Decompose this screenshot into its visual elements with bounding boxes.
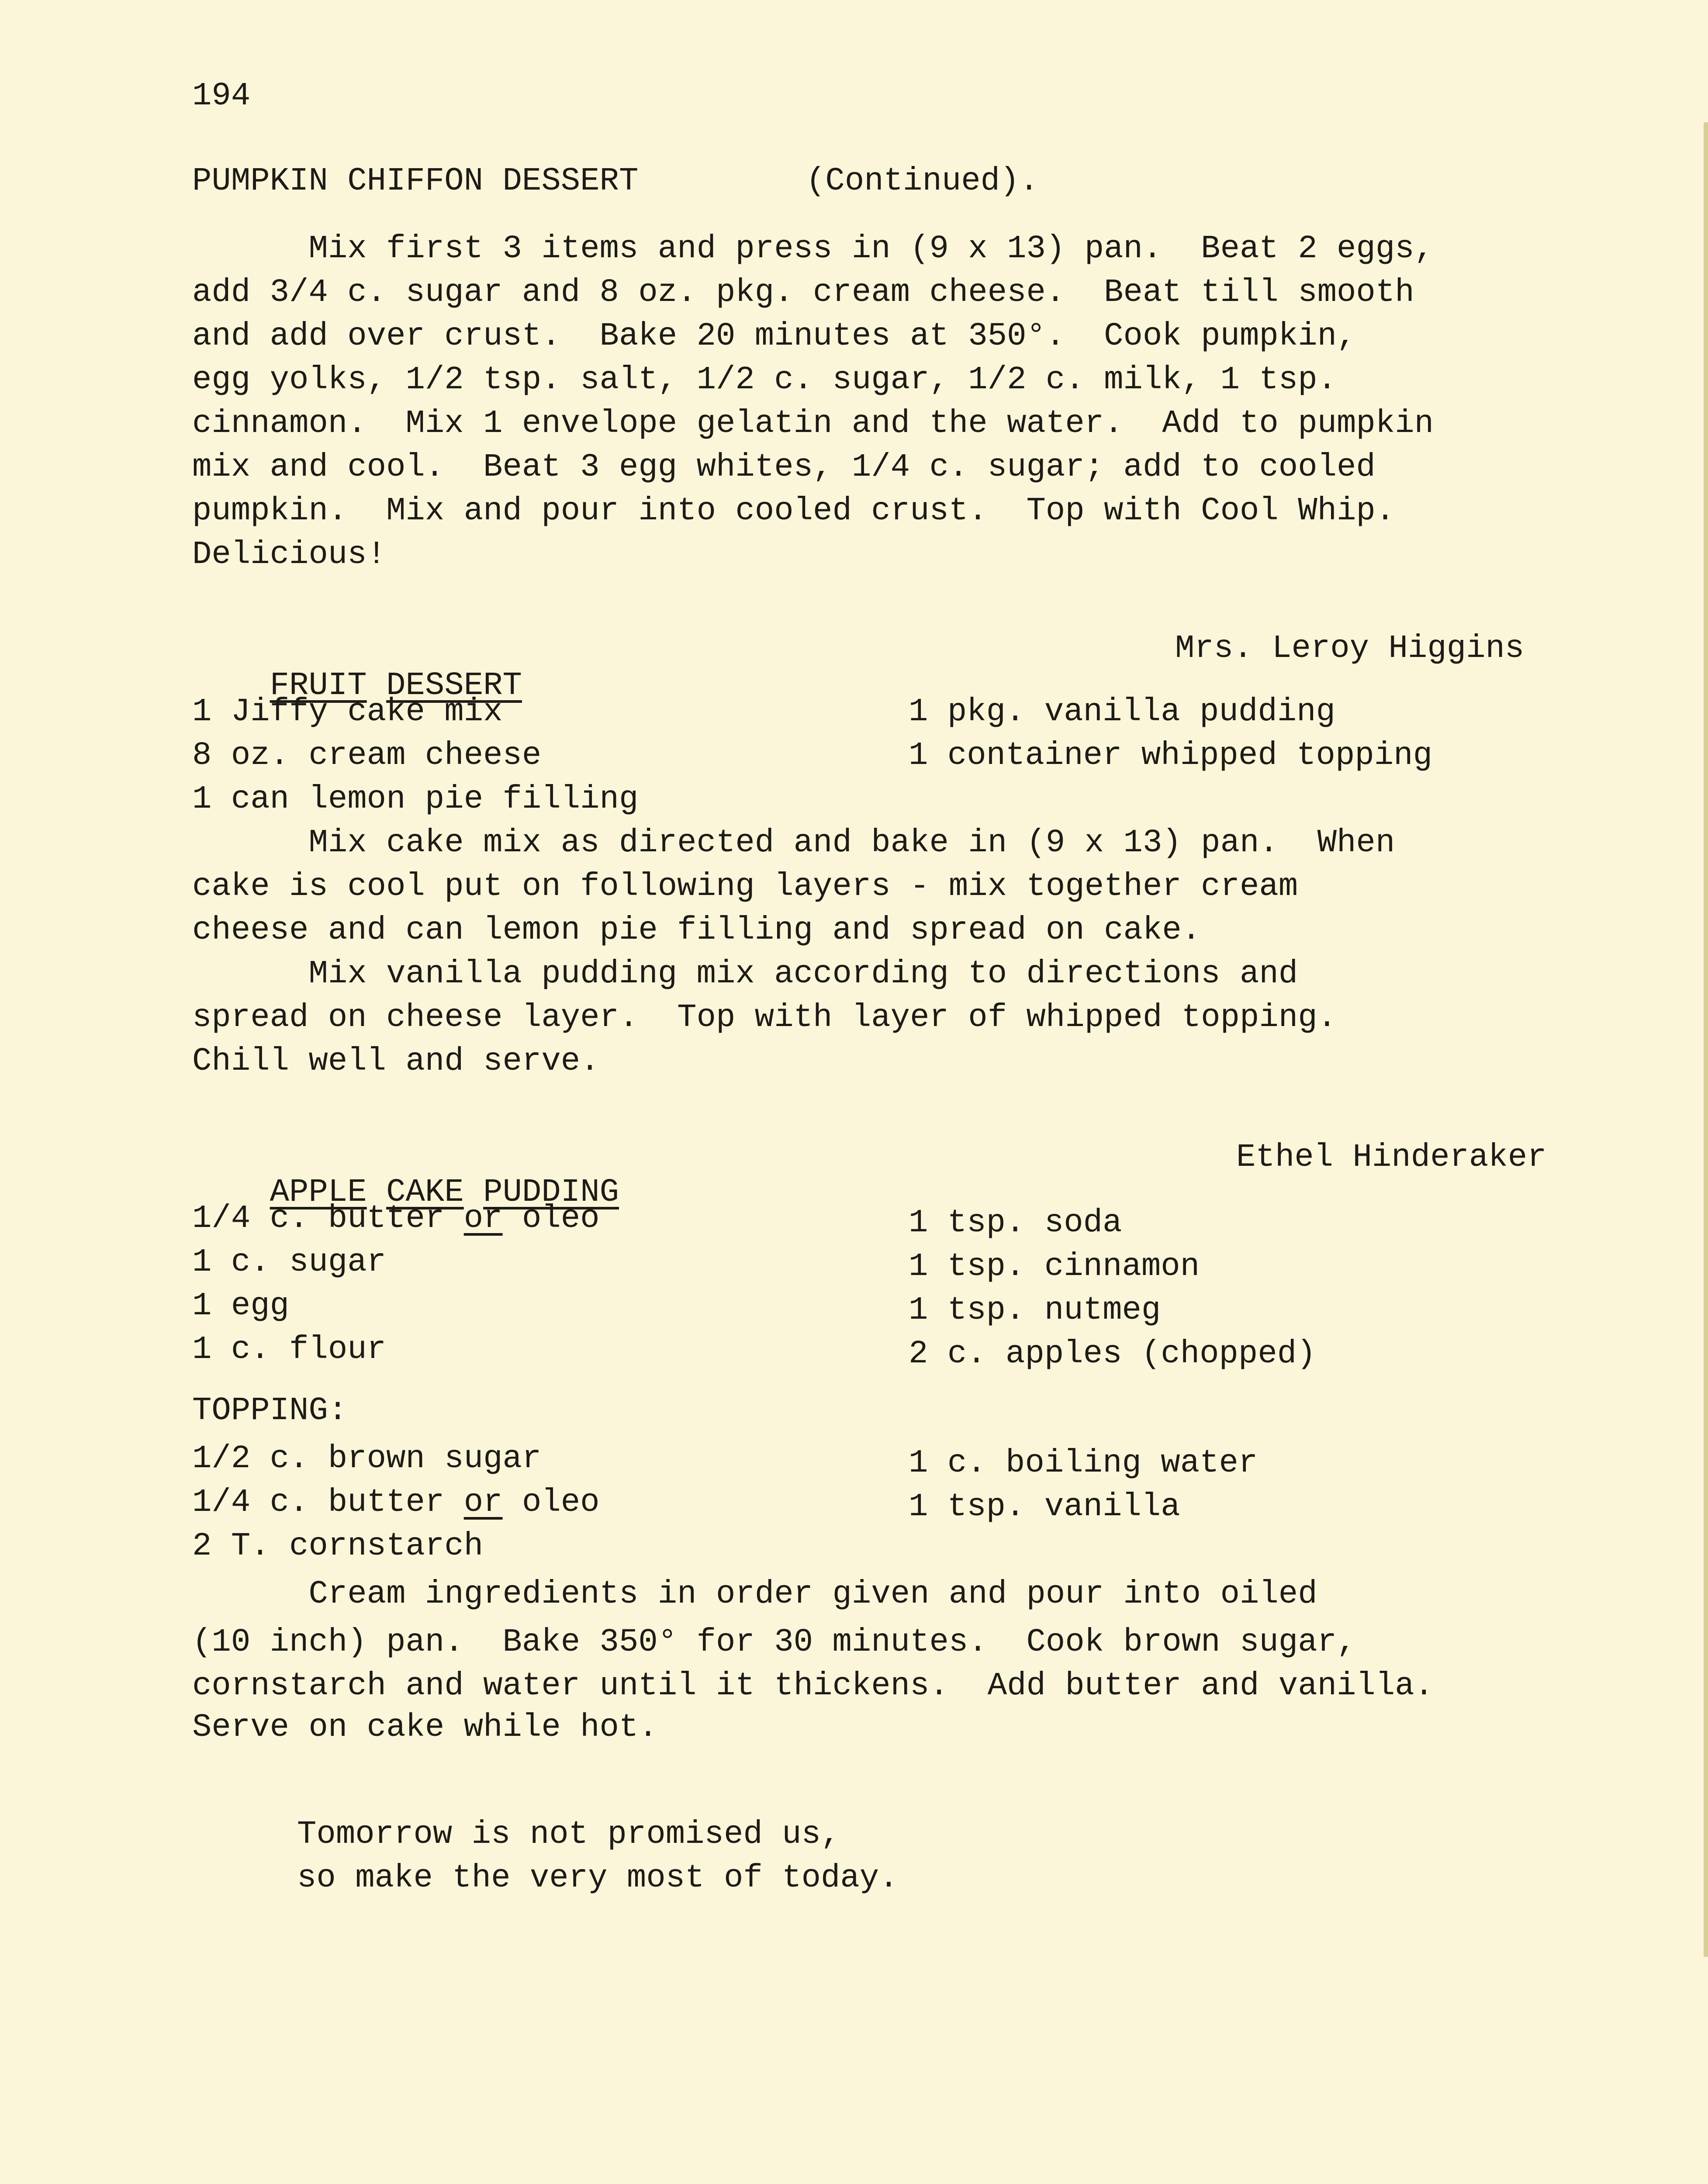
ingredient-text: 2 T. cornstarch (192, 1528, 484, 1565)
ingredient-text: 1 c. flour (192, 1331, 387, 1368)
pumpkin-line-7: pumpkin. Mix and pour into cooled crust. Top with Cool Whip. (192, 493, 1395, 529)
pumpkin-line-2: add 3/4 c. sugar and 8 oz. pkg. cream cheese. Beat till smooth (192, 274, 1414, 311)
apple-ingredient-right-4: 2 c. apples (chopped) (909, 1336, 1316, 1372)
fruit-ingredient-left-2: 8 oz. cream cheese (192, 737, 542, 774)
fruit-line-4: Mix vanilla pudding mix according to directions and (192, 956, 1298, 992)
fruit-line-3: cheese and can lemon pie filling and spread on cake. (192, 912, 1201, 949)
fruit-line-5: spread on cheese layer. Top with layer of whipped topping. (192, 999, 1337, 1036)
topping-label: TOPPING: (192, 1393, 348, 1429)
apple-ingredient-right-2: 1 tsp. cinnamon (909, 1248, 1200, 1285)
topping-right-1: 1 c. boiling water (909, 1445, 1258, 1482)
topping-left-2 (192, 1481, 600, 1524)
apple-title-word-3: PUDDING (483, 1174, 619, 1211)
fruit-line-6: Chill well and serve. (192, 1043, 600, 1080)
apple-ingredient-left-2 (192, 1241, 386, 1284)
apple-ingredient-right-3: 1 tsp. nutmeg (909, 1292, 1161, 1329)
apple-title-word-2: CAKE (386, 1174, 464, 1211)
ingredient-text: 1 c. sugar (192, 1244, 387, 1281)
fruit-title-word-1: FRUIT (270, 667, 367, 704)
ingredient-text: 1 egg (192, 1288, 290, 1324)
fruit-ingredient-left-3: 1 can lemon pie filling (192, 781, 639, 818)
quote-line-1: Tomorrow is not promised us, (297, 1816, 840, 1853)
apple-author: Ethel Hinderaker (1236, 1139, 1547, 1176)
ingredient-text: 1/4 c. butter (192, 1484, 464, 1521)
fruit-ingredient-left-1: 1 Jiffy cake mix (192, 694, 503, 730)
pumpkin-line-1: Mix first 3 items and press in (9 x 13) pan. Beat 2 eggs, (192, 231, 1434, 267)
pumpkin-continued: (Continued). (806, 163, 1039, 200)
apple-ingredient-left-3 (192, 1284, 289, 1328)
apple-line-4: Serve on cake while hot. (192, 1709, 658, 1746)
fruit-line-1: Mix cake mix as directed and bake in (9 x 13) pan. When (192, 825, 1395, 861)
or-underlined: or (463, 1484, 503, 1521)
pumpkin-line-4: egg yolks, 1/2 tsp. salt, 1/2 c. sugar, 1/2 c. milk, 1 tsp. (192, 362, 1337, 398)
fruit-author: Mrs. Leroy Higgins (1175, 630, 1525, 667)
ingredient-text-tail: oleo (502, 1484, 600, 1521)
topping-left-3 (192, 1524, 483, 1568)
fruit-ingredient-right-2: 1 container whipped topping (909, 737, 1432, 774)
quote-line-2: so make the very most of today. (297, 1860, 899, 1897)
apple-ingredient-left-1 (192, 1197, 600, 1241)
page-edge-shadow (1704, 122, 1708, 1957)
apple-line-3: cornstarch and water until it thickens. Add butter and vanilla. (192, 1668, 1434, 1704)
fruit-line-2: cake is cool put on following layers - mix together cream (192, 868, 1298, 905)
ingredient-text-tail: oleo (502, 1200, 600, 1237)
ingredient-text: 1/2 c. brown sugar (192, 1441, 542, 1477)
pumpkin-line-5: cinnamon. Mix 1 envelope gelatin and the water. Add to pumpkin (192, 405, 1434, 442)
apple-line-1: Cream ingredients in order given and pour into oiled (192, 1576, 1317, 1613)
pumpkin-title: PUMPKIN CHIFFON DESSERT (192, 163, 639, 200)
topping-left-1 (192, 1437, 541, 1481)
topping-right-2: 1 tsp. vanilla (909, 1489, 1180, 1525)
apple-ingredient-right-1: 1 tsp. soda (909, 1205, 1122, 1241)
ingredient-text: 1/4 c. butter (192, 1200, 464, 1237)
apple-title-word-1: APPLE (270, 1174, 367, 1211)
fruit-ingredient-right-1: 1 pkg. vanilla pudding (909, 694, 1335, 730)
apple-ingredient-left-4 (192, 1328, 386, 1372)
page-number: 194 (192, 78, 251, 114)
apple-line-2: (10 inch) pan. Bake 350° for 30 minutes. Cook brown sugar, (192, 1624, 1356, 1661)
or-underlined: or (463, 1200, 503, 1237)
pumpkin-line-3: and add over crust. Bake 20 minutes at 350°. Cook pumpkin, (192, 318, 1356, 355)
pumpkin-line-6: mix and cool. Beat 3 egg whites, 1/4 c. sugar; add to cooled (192, 449, 1376, 486)
pumpkin-line-8: Delicious! (192, 536, 387, 573)
fruit-title-word-2: DESSERT (386, 667, 522, 704)
